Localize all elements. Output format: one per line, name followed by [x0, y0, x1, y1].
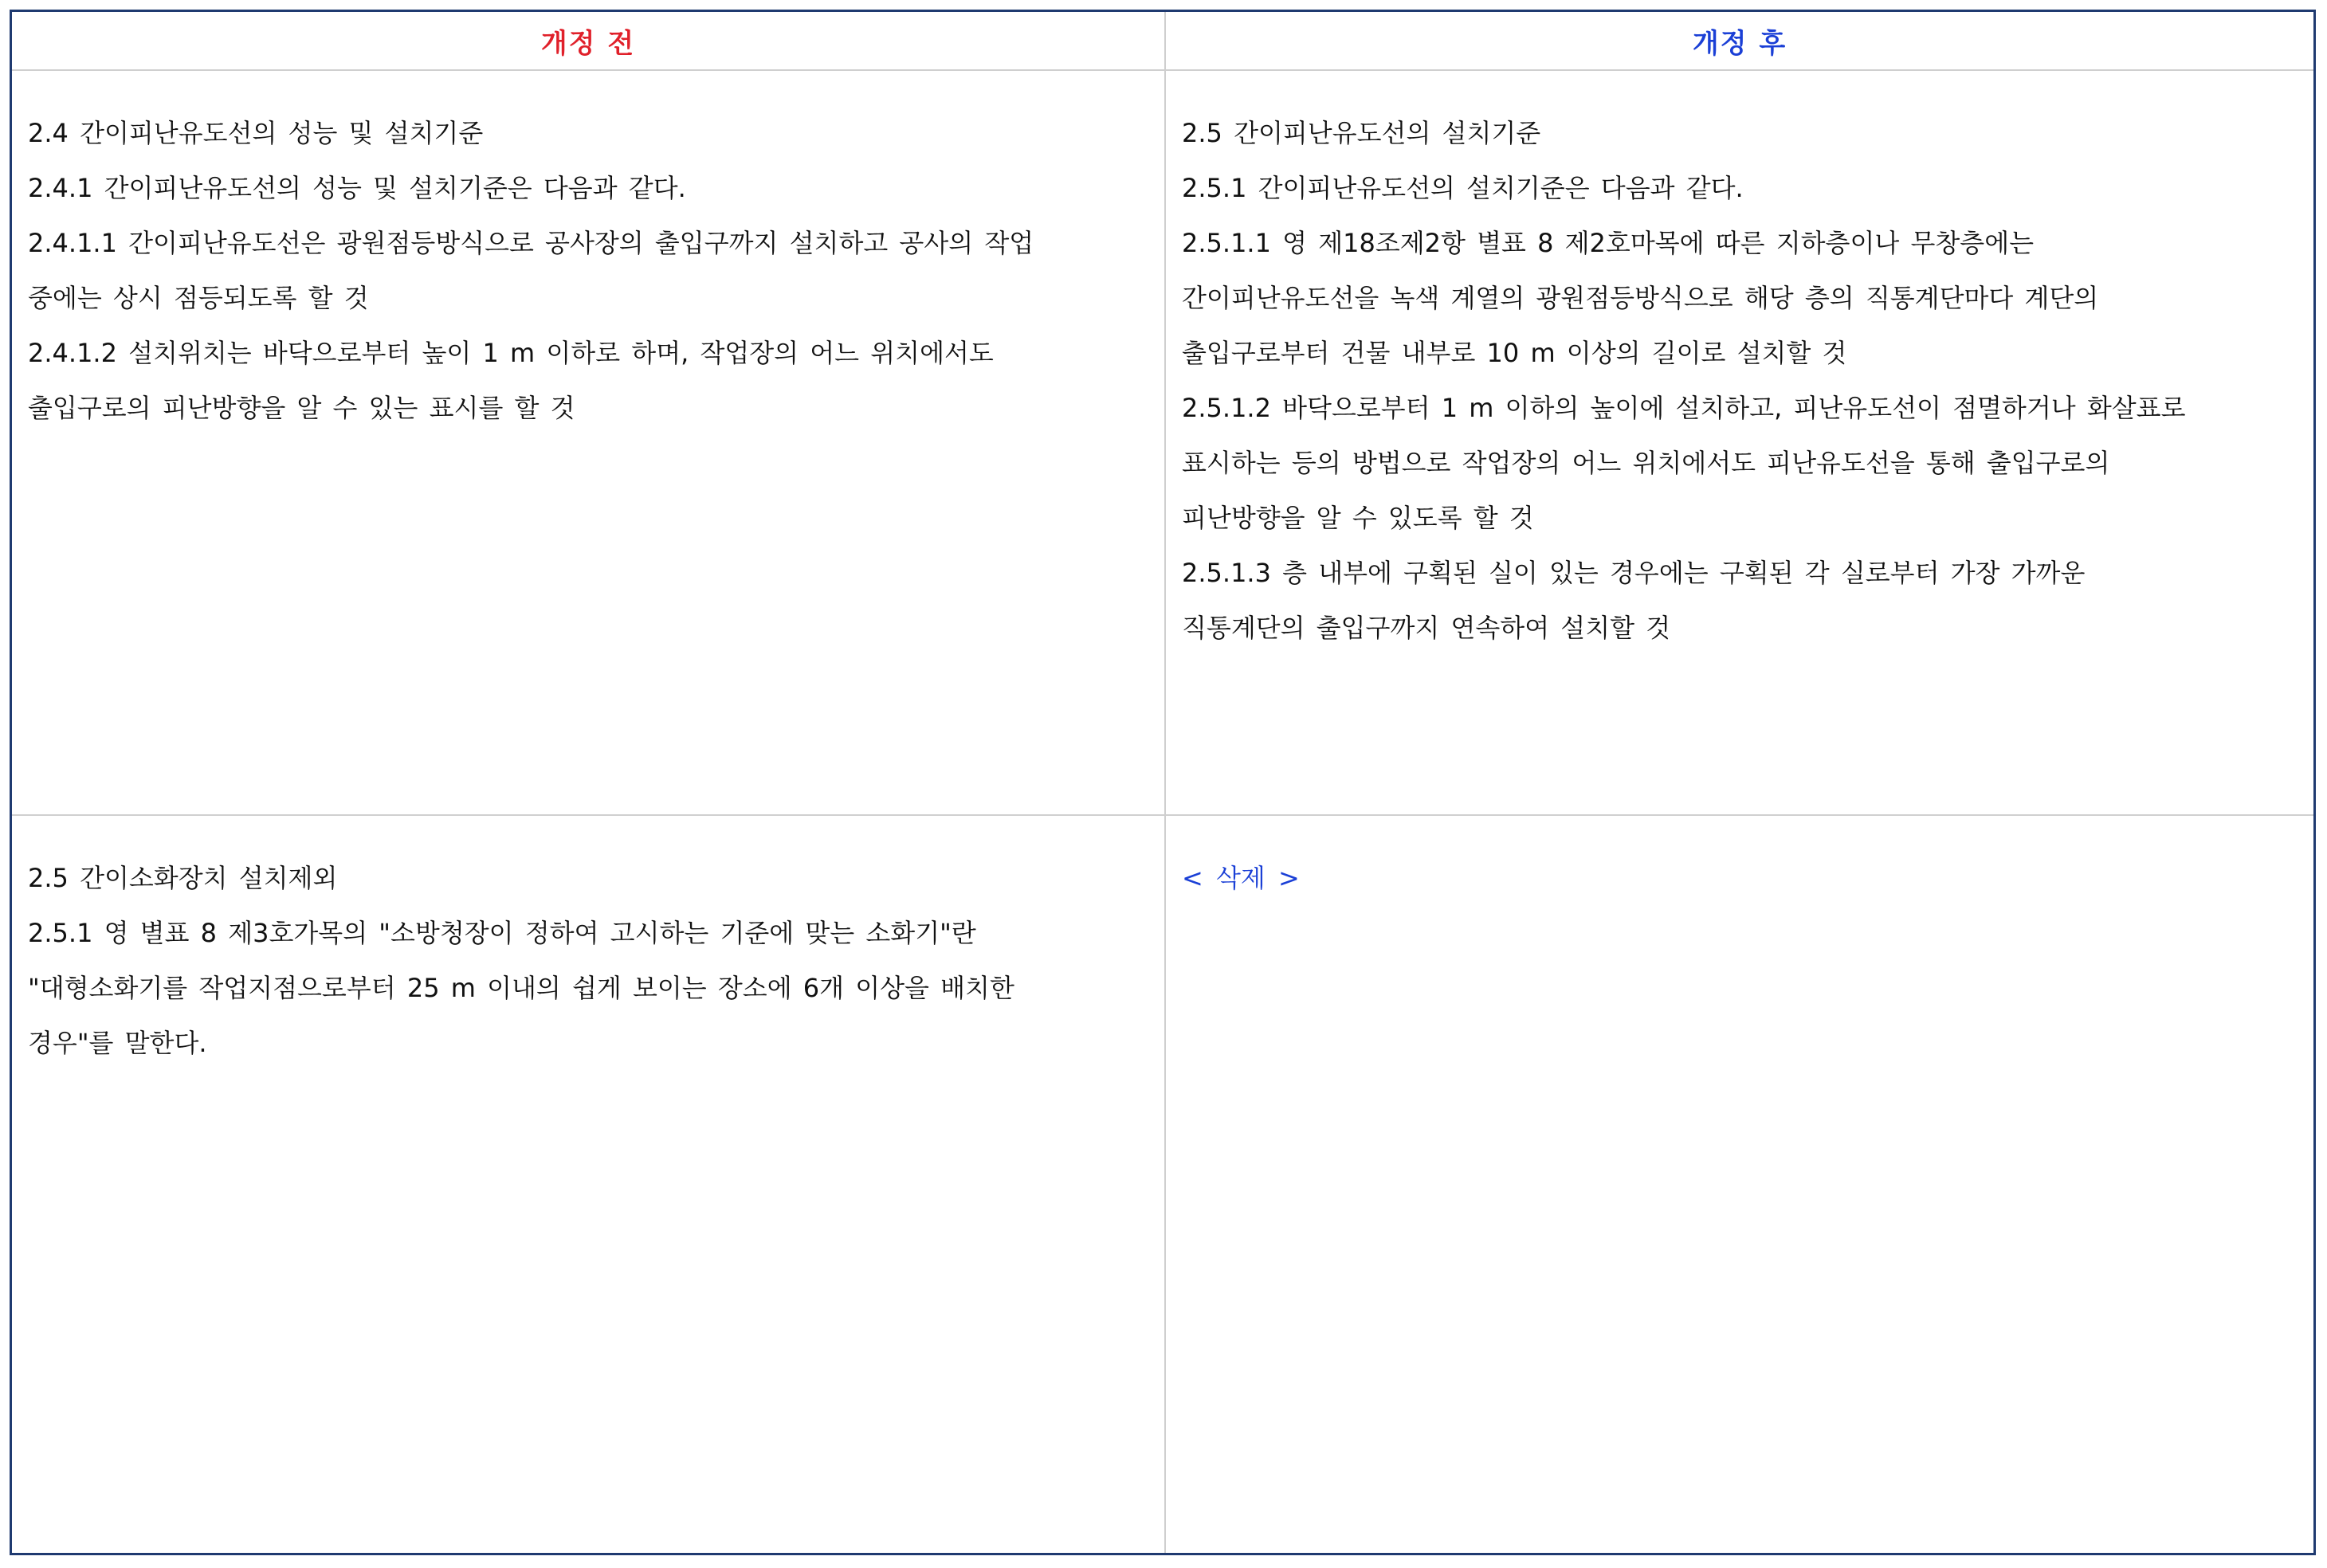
row1-after-line: 2.5 간이피난유도선의 설치기준	[1182, 118, 1541, 148]
row1-before-line: 출입구로의 피난방향을 알 수 있는 표시를 할 것	[28, 393, 575, 423]
row2-after-cell	[1166, 816, 2313, 1553]
row1-after-line: 2.5.1.3 층 내부에 구획된 실이 있는 경우에는 구획된 각 실로부터 가장 가까운	[1182, 558, 2086, 588]
row1-after-line: 간이피난유도선을 녹색 계열의 광원점등방식으로 해당 층의 직통계단마다 계단의	[1182, 283, 2099, 313]
revision-comparison-table	[10, 10, 2316, 1555]
row1-after-line: 출입구로부터 건물 내부로 10 m 이상의 길이로 설치할 것	[1182, 338, 1847, 368]
row1-before-line: 2.4.1.2 설치위치는 바닥으로부터 높이 1 m 이하로 하며, 작업장의 어느 위치에서도	[28, 338, 994, 368]
row1-before-line: 2.4.1 간이피난유도선의 성능 및 설치기준은 다음과 같다.	[28, 173, 686, 203]
row1-after-line: 표시하는 등의 방법으로 작업장의 어느 위치에서도 피난유도선을 통해 출입구로의	[1182, 448, 2110, 478]
row1-before-line: 중에는 상시 점등되도록 할 것	[28, 283, 369, 313]
row1-before-cell	[12, 71, 1166, 816]
row1-after-line: 직통계단의 출입구까지 연속하여 설치할 것	[1182, 613, 1671, 643]
row2-before-line: 2.5 간이소화장치 설치제외	[28, 863, 338, 893]
header-after: 개정 후	[1166, 12, 2313, 71]
row1-after-line: 2.5.1.2 바닥으로부터 1 m 이하의 높이에 설치하고, 피난유도선이 점멸하거나 화살표로	[1182, 393, 2186, 423]
row1-after-line: 피난방향을 알 수 있도록 할 것	[1182, 503, 1534, 533]
row2-before-line: 경우"를 말한다.	[28, 1028, 207, 1058]
row1-after-cell	[1166, 71, 2313, 816]
row1-after-line: 2.5.1 간이피난유도선의 설치기준은 다음과 같다.	[1182, 173, 1744, 203]
row1-after-line: 2.5.1.1 영 제18조제2항 별표 8 제2호마목에 따른 지하층이나 무창층에는	[1182, 228, 2035, 258]
row2-before-line: "대형소화기를 작업지점으로부터 25 m 이내의 쉽게 보이는 장소에 6개 이상을 배치한	[28, 973, 1014, 1003]
row2-before-line: 2.5.1 영 별표 8 제3호가목의 "소방청장이 정하여 고시하는 기준에 맞는 소화기"란	[28, 918, 976, 948]
deleted-note: < 삭제 >	[1182, 863, 1300, 893]
row2-before-cell	[12, 816, 1166, 1553]
header-before: 개정 전	[12, 12, 1166, 71]
row1-before-line: 2.4.1.1 간이피난유도선은 광원점등방식으로 공사장의 출입구까지 설치하고 공사의 작업	[28, 228, 1034, 258]
row1-before-line: 2.4 간이피난유도선의 성능 및 설치기준	[28, 118, 484, 148]
